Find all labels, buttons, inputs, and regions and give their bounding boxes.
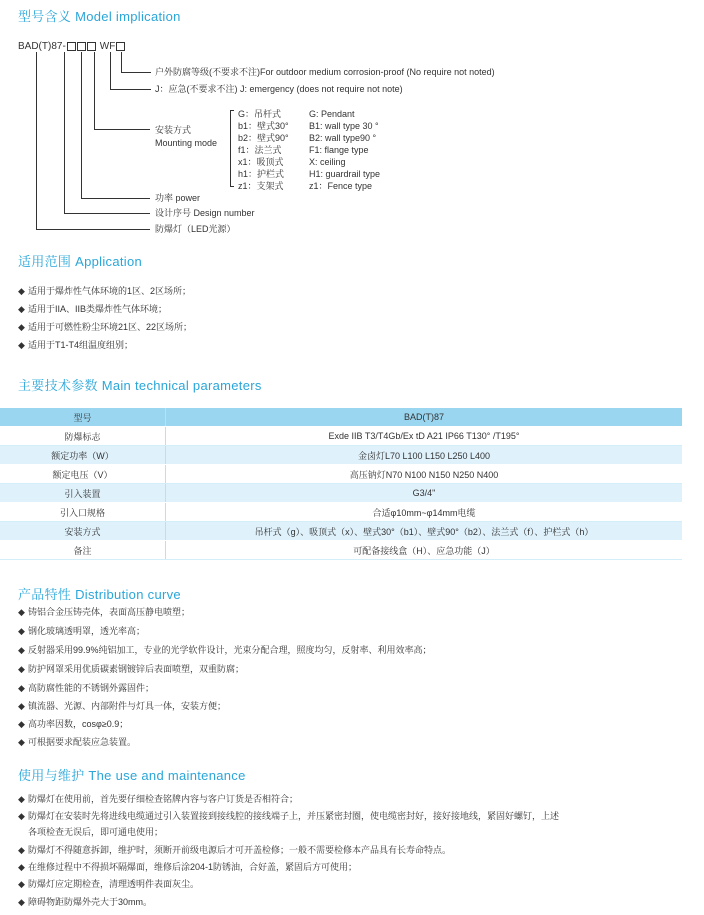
- bullet-diamond-icon: ◆: [18, 897, 25, 907]
- model-design-line: 设计序号 Design number: [155, 208, 255, 218]
- mount-item-cn: x1：吸顶式: [238, 157, 284, 167]
- section-title-features: 产品特性 Distribution curve: [18, 587, 181, 602]
- table-row: 防爆标志 Exde IIB T3/T4Gb/Ex tD A21 IP66 T130° /T195°: [0, 427, 682, 446]
- mount-item-en: G: Pendant: [309, 109, 355, 119]
- mount-bracket-top: [230, 110, 234, 111]
- bullet-diamond-icon: ◆: [18, 737, 25, 747]
- mount-item-cn: b2：壁式90°: [238, 133, 289, 143]
- mount-item-en: F1: flange type: [309, 145, 369, 155]
- bullet-diamond-icon: ◆: [18, 879, 25, 889]
- connector-mount-v: [94, 52, 95, 129]
- list-item: ◆ 适用于IIA、IIB类爆炸性气体环境；: [18, 304, 168, 314]
- list-item: ◆ 防爆灯应定期检查，清理透明件表面灰尘。: [18, 879, 200, 889]
- table-row: 额定电压（V） 高压钠灯N70 N100 N150 N250 N400: [0, 465, 682, 484]
- connector-emergency-v: [110, 52, 111, 89]
- connector-outdoor-h: [121, 72, 151, 73]
- bullet-diamond-icon: ◆: [18, 626, 25, 636]
- section-title-model: 型号含义 Model implication: [18, 9, 181, 24]
- list-item: ◆ 在维修过程中不得损坏隔爆面，维修后涂204-1防锈油，合好盖，紧固后方可使用；: [18, 862, 358, 872]
- model-emergency-line: J：应急(不要求不注) J: emergency (does not require not note): [155, 84, 403, 94]
- connector-power-h: [81, 198, 150, 199]
- mount-item-cn: G：吊杆式: [238, 109, 282, 119]
- bullet-diamond-icon: ◆: [18, 683, 25, 693]
- list-item: ◆ 钢化玻璃透明罩，透光率高；: [18, 626, 146, 636]
- model-power-line: 功率 power: [155, 193, 201, 203]
- connector-lamp-v: [36, 52, 37, 229]
- section-title-application: 适用范围 Application: [18, 254, 143, 269]
- list-item: ◆ 高功率因数，cosφ≥0.9；: [18, 719, 129, 729]
- connector-mount-h: [94, 129, 150, 130]
- bullet-diamond-icon: ◆: [18, 701, 25, 711]
- mount-bracket-bottom: [230, 186, 234, 187]
- table-row: 引入装置 G3/4": [0, 484, 682, 503]
- code-box-4: [116, 42, 125, 51]
- model-outdoor-line: 户外防腐等级(不要求不注)For outdoor medium corrosion-proof (No require not noted): [155, 67, 495, 77]
- list-item: ◆ 防护网罩采用优质碳素钢镀锌后表面喷塑，双重防腐；: [18, 664, 245, 674]
- connector-power-v: [81, 52, 82, 198]
- mount-item-en: B2: wall type90 °: [309, 133, 377, 143]
- list-item: ◆ 适用于爆炸性气体环境的1区、2区场所；: [18, 286, 192, 296]
- mount-item-en: z1：Fence type: [309, 181, 373, 191]
- list-item: ◆ 防爆灯不得随意拆卸，维护时，须断开前级电源后才可开盖检修；一般不需要检修本产品具有长寿命特点。: [18, 845, 452, 855]
- list-item: ◆ 可根据要求配装应急装置。: [18, 737, 137, 747]
- bullet-diamond-icon: ◆: [18, 794, 25, 804]
- list-item: ◆ 铸铝合金压铸壳体，表面高压静电喷塑；: [18, 607, 191, 617]
- mount-bracket-v: [230, 110, 231, 187]
- bullet-diamond-icon: ◆: [18, 607, 25, 617]
- list-item: ◆ 障碍物距防爆外壳大于30mm。: [18, 897, 153, 907]
- list-item: ◆ 适用于可燃性粉尘环境21区、22区场所；: [18, 322, 193, 332]
- code-box-2: [77, 42, 86, 51]
- bullet-diamond-icon: ◆: [18, 645, 25, 655]
- list-item: ◆ 防爆灯在安装时先将进线电缆通过引入装置接到接线腔的接线端子上，并压紧密封圈，使电缆密封好，接好接地线，紧固好螺钉，上述: [18, 811, 560, 821]
- connector-design-h: [64, 213, 150, 214]
- bullet-diamond-icon: ◆: [18, 811, 25, 821]
- connector-lamp-h: [36, 229, 150, 230]
- bullet-diamond-icon: ◆: [18, 862, 25, 872]
- code-box-3: [87, 42, 96, 51]
- mount-item-en: B1: wall type 30 °: [309, 121, 379, 131]
- bullet-diamond-icon: ◆: [18, 664, 25, 674]
- connector-design-v: [64, 52, 65, 213]
- params-table: [0, 408, 682, 560]
- table-row: 额定功率（W） 金卤灯L70 L100 L150 L250 L400: [0, 446, 682, 465]
- mount-item-en: X: ceiling: [309, 157, 346, 167]
- bullet-diamond-icon: ◆: [18, 304, 25, 314]
- bullet-diamond-icon: ◆: [18, 719, 25, 729]
- mount-item-cn: f1：法兰式: [238, 145, 282, 155]
- section-title-maintenance: 使用与维护 The use and maintenance: [18, 768, 246, 783]
- bullet-diamond-icon: ◆: [18, 322, 25, 332]
- model-code-prefix: BAD(T)87-: [18, 41, 66, 52]
- list-item: ◆ 镇流器、光源、内部附件与灯具一体，安装方便；: [18, 701, 227, 711]
- list-item: ◆ 防爆灯在使用前，首先要仔细检查铭牌内容与客户订货是否相符合；: [18, 794, 299, 804]
- table-row: 型号 BAD(T)87: [0, 408, 682, 427]
- table-row: 备注 可配备接线盒（H）、应急功能（J）: [0, 541, 682, 560]
- bullet-diamond-icon: ◆: [18, 340, 25, 350]
- mount-label-en: Mounting mode: [155, 138, 218, 148]
- connector-outdoor-v: [121, 52, 122, 72]
- section-title-params: 主要技术参数 Main technical parameters: [18, 378, 262, 393]
- table-row: 引入口规格 合适φ10mm~φ14mm电缆: [0, 503, 682, 522]
- table-row: 安装方式 吊杆式（g）、吸顶式（x）、壁式30°（b1）、壁式90°（b2）、法兰式（f）、护栏式（h）: [0, 522, 682, 541]
- code-box-1: [67, 42, 76, 51]
- model-lamp-line: 防爆灯（LED光源）: [155, 224, 236, 234]
- list-item-continued: 各项检查无误后，即可通电使用；: [28, 827, 164, 837]
- model-code-wf: WF: [99, 41, 116, 52]
- list-item: ◆ 反射器采用99.9%纯铝加工，专业的光学软件设计，光束分配合理，照度均匀，反射率、利用效率高；: [18, 645, 432, 655]
- list-item: ◆ 适用于T1-T4组温度组别；: [18, 340, 134, 350]
- model-code: [18, 41, 125, 52]
- mount-label-cn: 安装方式: [155, 125, 192, 135]
- mount-item-en: H1: guardrail type: [309, 169, 381, 179]
- bullet-diamond-icon: ◆: [18, 286, 25, 296]
- bullet-diamond-icon: ◆: [18, 845, 25, 855]
- mount-item-cn: h1：护栏式: [238, 169, 285, 179]
- connector-emergency-h: [110, 89, 151, 90]
- list-item: ◆ 高防腐性能的不锈钢外露固件；: [18, 683, 155, 693]
- mount-item-cn: b1：壁式30°: [238, 121, 289, 131]
- mount-item-cn: z1：支架式: [238, 181, 284, 191]
